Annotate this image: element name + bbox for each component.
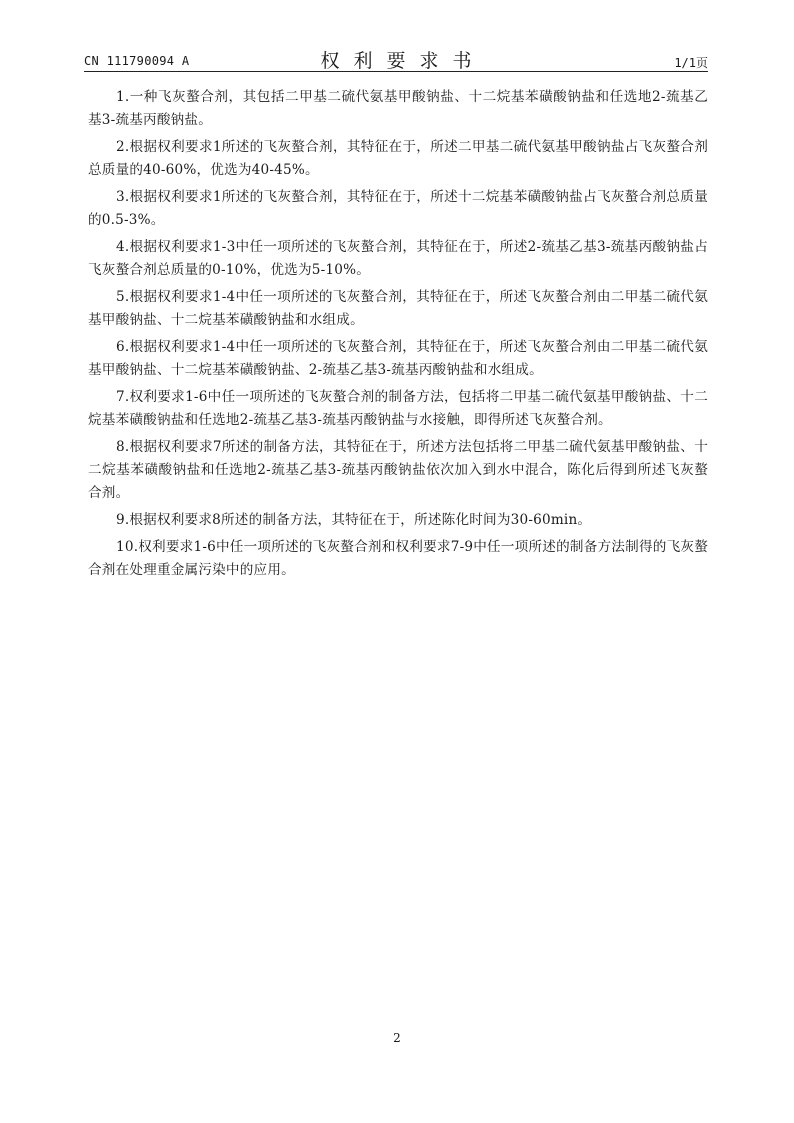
page-number: 2 [393,1031,401,1045]
page-info: 1/1页 [674,56,708,70]
claim-8: 8.根据权利要求7所述的制备方法，其特征在于，所述方法包括将二甲基二硫代氨基甲酸钠盐、十二烷基苯磺酸钠盐和任选地2-巯基乙基3-巯基丙酸钠盐依次加入到水中混合，陈化后得到所述飞灰螯合剂。 [88,439,708,501]
header-divider [84,71,708,72]
claim-6: 6.根据权利要求1-4中任一项所述的飞灰螯合剂，其特征在于，所述飞灰螯合剂由二甲基二硫代氨基甲酸钠盐、十二烷基苯磺酸钠盐、2-巯基乙基3-巯基丙酸钠盐和水组成。 [88,339,708,378]
claim-9: 9.根据权利要求8所述的制备方法，其特征在于，所述陈化时间为30-60min。 [116,512,592,528]
page-title: 权利要求书 [320,50,486,72]
claim-2: 2.根据权利要求1所述的飞灰螯合剂，其特征在于，所述二甲基二硫代氨基甲酸钠盐占飞灰螯合剂总质量的40-60%，优选为40-45%。 [88,139,708,178]
document-number: CN 111790094 A [84,54,190,68]
claim-5: 5.根据权利要求1-4中任一项所述的飞灰螯合剂，其特征在于，所述飞灰螯合剂由二甲基二硫代氨基甲酸钠盐、十二烷基苯磺酸钠盐和水组成。 [88,289,708,328]
claim-4: 4.根据权利要求1-3中任一项所述的飞灰螯合剂，其特征在于，所述2-巯基乙基3-巯基丙酸钠盐占飞灰螯合剂总质量的0-10%，优选为5-10%。 [88,239,708,278]
claim-10: 10.权利要求1-6中任一项所述的飞灰螯合剂和权利要求7-9中任一项所述的制备方法制得的飞灰螯合剂在处理重金属污染中的应用。 [88,539,708,578]
claim-7: 7.权利要求1-6中任一项所述的飞灰螯合剂的制备方法，包括将二甲基二硫代氨基甲酸钠盐、十二烷基苯磺酸钠盐和任选地2-巯基乙基3-巯基丙酸钠盐与水接触，即得所述飞灰螯合剂。 [88,389,708,428]
claims-list [88,86,708,586]
page-header [84,44,708,72]
claim-3: 3.根据权利要求1所述的飞灰螯合剂，其特征在于，所述十二烷基苯磺酸钠盐占飞灰螯合剂总质量的0.5-3%。 [88,189,708,228]
claim-1: 1.一种飞灰螯合剂，其包括二甲基二硫代氨基甲酸钠盐、十二烷基苯磺酸钠盐和任选地2-巯基乙基3-巯基丙酸钠盐。 [88,89,708,128]
